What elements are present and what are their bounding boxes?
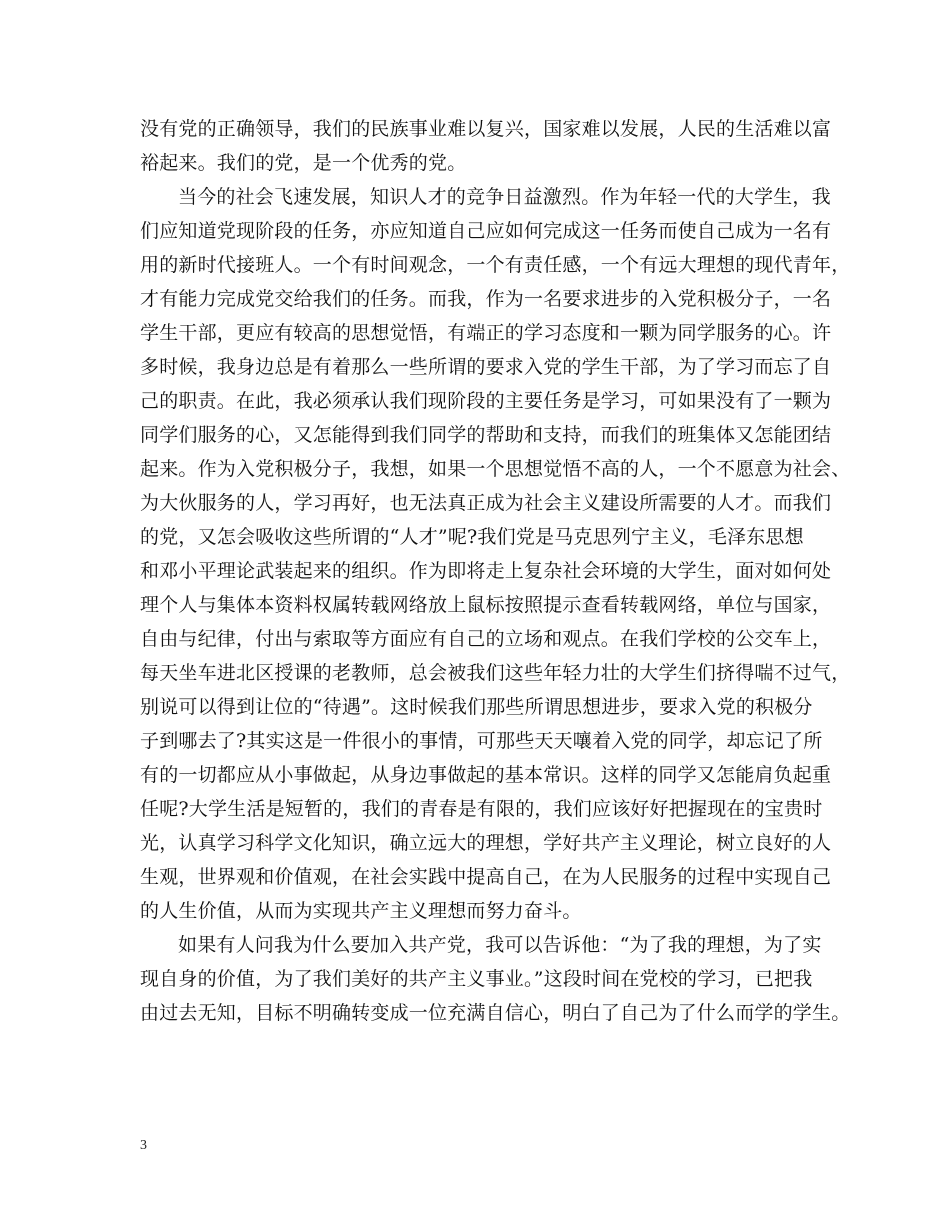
- text-line: 们应知道党现阶段的任务，亦应知道自己应如何完成这一任务而使自己成为一名有: [140, 220, 832, 242]
- text-line: 有的一切都应从小事做起，从身边事做起的基本常识。这样的同学又怎能肩负起重: [140, 764, 832, 786]
- text-line: 的人生价值，从而为实现共产主义理想而努力奋斗。: [140, 900, 582, 922]
- text-line: 由过去无知，目标不明确转变成一位充满自信心，明白了自己为了什么而学的学生。: [140, 1002, 851, 1024]
- text-line: 生观，世界观和价值观，在社会实践中提高自己，在为人民服务的过程中实现自己: [140, 866, 832, 888]
- text-line: 自由与纪律，付出与索取等方面应有自己的立场和观点。在我们学校的公交车上，: [140, 628, 832, 650]
- text-line: 裕起来。我们的党，是一个优秀的党。: [140, 152, 467, 174]
- text-line: 为大伙服务的人，学习再好，也无法真正成为社会主义建设所需要的人才。而我们: [140, 492, 832, 514]
- text-line: 同学们服务的心，又怎能得到我们同学的帮助和支持，而我们的班集体又怎能团结: [140, 424, 832, 446]
- text-line: 光，认真学习科学文化知识，确立远大的理想，学好共产主义理论，树立良好的人: [140, 832, 832, 854]
- text-line: 起来。作为入党积极分子，我想，如果一个思想觉悟不高的人，一个不愿意为社会、: [140, 458, 851, 480]
- text-line: 任呢?大学生活是短暂的，我们的青春是有限的，我们应该好好把握现在的宝贵时: [140, 798, 823, 820]
- text-line: 每天坐车进北区授课的老教师，总会被我们这些年轻力壮的大学生们挤得喘不过气，: [140, 662, 851, 684]
- text-line: 多时候，我身边总是有着那么一些所谓的要求入党的学生干部，为了学习而忘了自: [140, 356, 832, 378]
- text-line: 现自身的价值，为了我们美好的共产主义事业。”这段时间在党校的学习，已把我: [140, 968, 813, 990]
- text-line: 学生干部，更应有较高的思想觉悟，有端正的学习态度和一颗为同学服务的心。许: [140, 322, 832, 344]
- text-line: 别说可以得到让位的“待遇”。这时候我们那些所谓思想进步，要求入党的积极分: [140, 696, 813, 718]
- text-line: 己的职责。在此，我必须承认我们现阶段的主要任务是学习，可如果没有了一颗为: [140, 390, 832, 412]
- body-text: [140, 112, 851, 1030]
- text-line: 没有党的正确领导，我们的民族事业难以复兴，国家难以发展，人民的生活难以富: [140, 118, 832, 140]
- text-line: 理个人与集体本资料权属转载网络放上鼠标按照提示查看转载网络，单位与国家，: [140, 594, 832, 616]
- text-line: 才有能力完成党交给我们的任务。而我，作为一名要求进步的入党积极分子，一名: [140, 288, 832, 310]
- text-line: 当今的社会飞速发展，知识人才的竞争日益激烈。作为年轻一代的大学生，我: [178, 186, 831, 208]
- text-line: 子到哪去了?其实这是一件很小的事情，可那些天天嚷着入党的同学，却忘记了所: [140, 730, 823, 752]
- text-line: 用的新时代接班人。一个有时间观念，一个有责任感，一个有远大理想的现代青年，: [140, 254, 851, 276]
- text-line: 的党，又怎会吸收这些所谓的“人才”呢?我们党是马克思列宁主义，毛泽东思想: [140, 526, 804, 548]
- text-line: 如果有人问我为什么要加入共产党，我可以告诉他：“为了我的理想，为了实: [178, 934, 822, 956]
- text-line: 和邓小平理论武装起来的组织。作为即将走上复杂社会环境的大学生，面对如何处: [140, 560, 832, 582]
- page-number: 3: [140, 1138, 147, 1153]
